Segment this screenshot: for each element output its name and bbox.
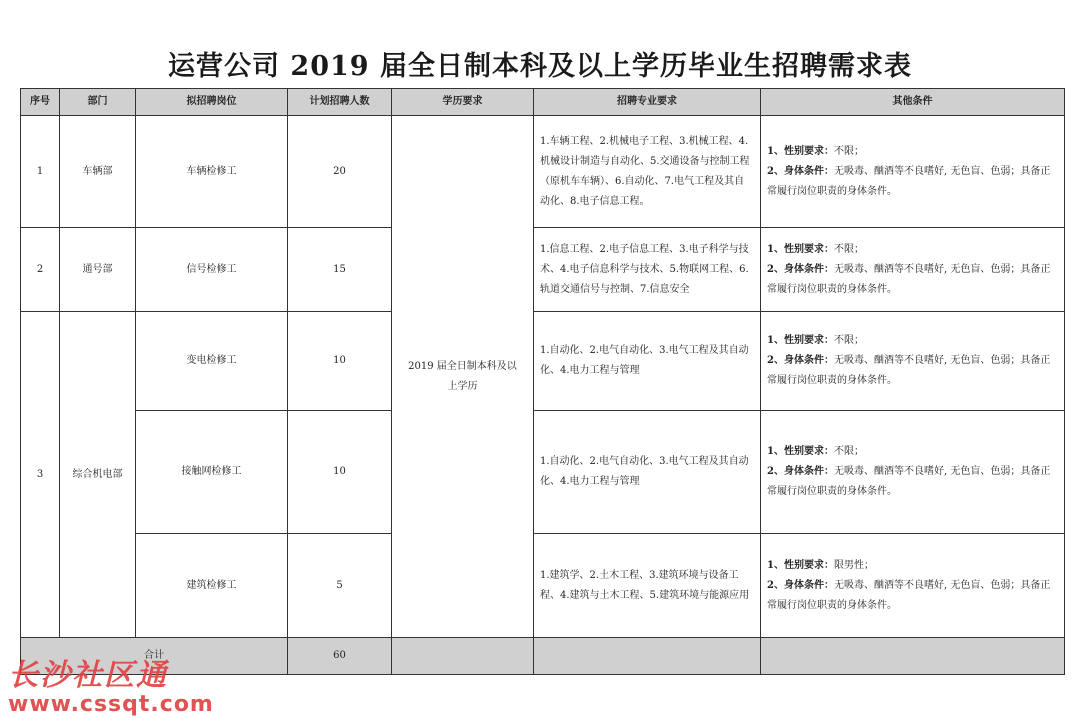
row-other [761, 411, 1065, 534]
gender-label: 1、性别要求： [767, 335, 834, 346]
table-row [21, 116, 1065, 228]
table-row [21, 228, 1065, 312]
table-row [21, 411, 1065, 534]
row-dept: 综合机电部 [60, 312, 136, 638]
body-value: 无吸毒、酗酒等不良嗜好, 无色盲、色弱；具备正常履行岗位职责的身体条件。 [767, 466, 1051, 497]
gender-value: 限男性； [833, 559, 874, 571]
header-other: 其他条件 [761, 89, 1065, 116]
education-requirement: 2019 届全日制本科及以上学历 [392, 116, 534, 638]
gender-value: 不限； [833, 446, 864, 457]
row-dept: 通号部 [60, 228, 136, 312]
row-no: 1 [21, 116, 60, 228]
gender-value: 不限； [833, 145, 864, 157]
gender-label: 1、性别要求： [767, 446, 834, 457]
row-post: 车辆检修工 [136, 116, 288, 228]
row-post: 变电检修工 [136, 312, 288, 411]
total-count: 60 [288, 638, 392, 675]
body-value: 无吸毒、酗酒等不良嗜好, 无色盲、色弱；具备正常履行岗位职责的身体条件。 [767, 579, 1051, 611]
table-header-row [21, 89, 1065, 116]
row-other [761, 116, 1065, 228]
row-count: 5 [288, 534, 392, 638]
header-no: 序号 [21, 89, 60, 116]
row-dept: 车辆部 [60, 116, 136, 228]
header-dept: 部门 [60, 89, 136, 116]
body-label: 2、身体条件： [767, 579, 834, 591]
row-majors: 1.车辆工程、2.机械电子工程、3.机械工程、4.机械设计制造与自动化、5.交通设备与控制工程（原机车车辆）、6.自动化、7.电气工程及其自动化、8.电子信息工程。 [534, 116, 761, 228]
row-post: 建筑检修工 [136, 534, 288, 638]
body-value: 无吸毒、酗酒等不良嗜好, 无色盲、色弱；具备正常履行岗位职责的身体条件。 [767, 263, 1051, 295]
header-majors: 招聘专业要求 [534, 89, 761, 116]
body-label: 2、身体条件： [767, 466, 834, 477]
recruitment-table [20, 88, 1065, 675]
table-row [21, 312, 1065, 411]
gender-label: 1、性别要求： [767, 145, 834, 157]
gender-value: 不限； [833, 335, 864, 346]
row-majors: 1.建筑学、2.土木工程、3.建筑环境与设备工程、4.建筑与土木工程、5.建筑环境与能源应用 [534, 534, 761, 638]
row-count: 10 [288, 411, 392, 534]
total-empty-cell [392, 638, 534, 675]
header-education: 学历要求 [392, 89, 534, 116]
row-count: 20 [288, 116, 392, 228]
total-empty-cell [761, 638, 1065, 675]
body-label: 2、身体条件： [767, 165, 834, 177]
watermark-logo [8, 650, 214, 717]
row-post: 接触网检修工 [136, 411, 288, 534]
gender-value: 不限； [833, 243, 864, 255]
header-count: 计划招聘人数 [288, 89, 392, 116]
row-other [761, 534, 1065, 638]
body-label: 2、身体条件： [767, 355, 834, 366]
row-majors: 1.自动化、2.电气自动化、3.电气工程及其自动化、4.电力工程与管理 [534, 312, 761, 411]
row-other [761, 312, 1065, 411]
watermark-name: 长沙社区通 [8, 658, 168, 693]
row-majors: 1.信息工程、2.电子信息工程、3.电子科学与技术、4.电子信息科学与技术、5.物联网工程、6.轨道交通信号与控制、7.信息安全 [534, 228, 761, 312]
row-count: 15 [288, 228, 392, 312]
page-title: 运营公司 2019 届全日制本科及以上学历毕业生招聘需求表 [168, 51, 912, 82]
row-no: 2 [21, 228, 60, 312]
body-value: 无吸毒、酗酒等不良嗜好, 无色盲、色弱；具备正常履行岗位职责的身体条件。 [767, 355, 1051, 386]
header-post: 拟招聘岗位 [136, 89, 288, 116]
row-no: 3 [21, 312, 60, 638]
row-count: 10 [288, 312, 392, 411]
table-row [21, 534, 1065, 638]
total-empty-cell [534, 638, 761, 675]
gender-label: 1、性别要求： [767, 559, 834, 571]
row-other [761, 228, 1065, 312]
row-majors: 1.自动化、2.电气自动化、3.电气工程及其自动化、4.电力工程与管理 [534, 411, 761, 534]
watermark-url: www.cssqt.com [8, 692, 214, 717]
body-value: 无吸毒、酗酒等不良嗜好, 无色盲、色弱；具备正常履行岗位职责的身体条件。 [767, 165, 1051, 197]
total-label: 合计 [21, 638, 288, 675]
row-post: 信号检修工 [136, 228, 288, 312]
gender-label: 1、性别要求： [767, 243, 834, 255]
body-label: 2、身体条件： [767, 263, 834, 275]
